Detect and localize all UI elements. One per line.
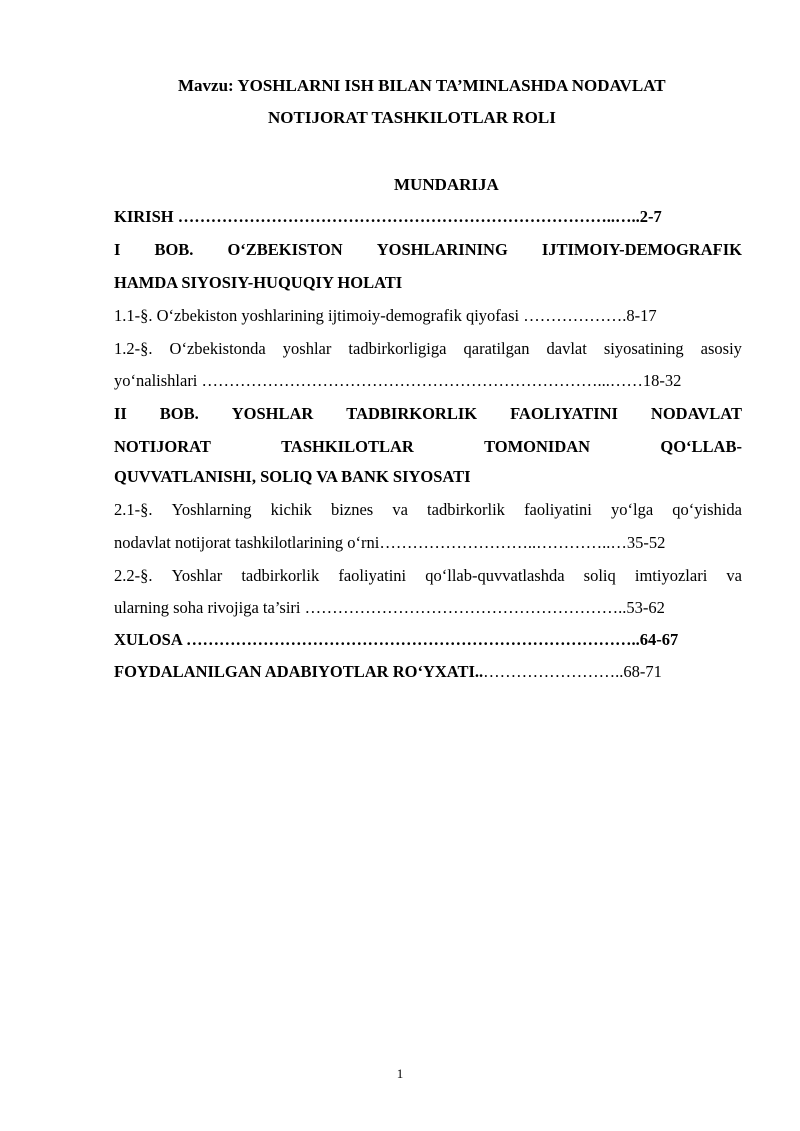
word: IJTIMOIY-DEMOGRAFIK [541, 240, 742, 259]
word: 1.2-§. [114, 339, 153, 358]
word: BOB. [154, 240, 194, 259]
toc-heading: MUNDARIJA [394, 175, 499, 194]
word: 2.2-§. [114, 566, 153, 585]
toc-section-2-2-line2: ularning soha rivojiga ta’siri …………………………………………………..53-62 [114, 598, 665, 617]
word: biznes [331, 500, 374, 519]
word: YOSHLAR [231, 404, 314, 423]
word: faoliyatini [338, 566, 407, 585]
toc-section-1-2-line2: yo‘nalishlari ………………………………………………………………...……18-32 [114, 371, 682, 390]
word: O‘zbekistonda [169, 339, 266, 358]
toc-entry-kirish: KIRISH ……………………………………………………………………..…..2-7 [114, 207, 662, 226]
toc-section-2-2-line1 [114, 565, 742, 587]
word: siyosatining [603, 339, 684, 358]
word: YOSHLARINING [376, 240, 508, 259]
word: qaratilgan [463, 339, 530, 358]
toc-entry-adabiyotlar-pages: ……………………..68-71 [483, 662, 662, 681]
toc-chapter2-line1 [114, 403, 742, 425]
word: II [114, 404, 127, 423]
toc-section-2-1-line1 [114, 499, 742, 521]
word: TADBIRKORLIK [346, 404, 478, 423]
word: faoliyatini [524, 500, 592, 519]
word: qo‘yishida [672, 500, 742, 519]
toc-chapter1-line1 [114, 239, 742, 261]
word: O‘ZBEKISTON [227, 240, 343, 259]
word: Yoshlar [171, 566, 223, 585]
word: BOB. [159, 404, 199, 423]
word: tadbirkorlik [427, 500, 505, 519]
word: 2.1-§. [114, 500, 153, 519]
word: QO‘LLAB- [660, 437, 742, 456]
toc-entry-adabiyotlar-title: FOYDALANILGAN ADABIYOTLAR RO‘YXATI.. [114, 662, 484, 681]
toc-entry-xulosa: XULOSA ………………………………………………………………………..64-67 [114, 630, 679, 649]
word: tadbirkorlik [241, 566, 320, 585]
word: davlat [546, 339, 587, 358]
word: I [114, 240, 121, 259]
toc-chapter2-line2 [114, 436, 742, 458]
word: NOTIJORAT [114, 437, 211, 456]
word: NODAVLAT [650, 404, 742, 423]
word: yoshlar [282, 339, 332, 358]
toc-section-1-1: 1.1-§. O‘zbekiston yoshlarining ijtimoiy-demografik qiyofasi ……………….8-17 [114, 306, 657, 325]
toc-chapter1-line2: HAMDA SIYOSIY-HUQUQIY HOLATI [114, 273, 403, 292]
word: Yoshlarning [171, 500, 252, 519]
word: qo‘llab-quvvatlashda [425, 566, 565, 585]
word: asosiy [700, 339, 742, 358]
document-title-line2: NOTIJORAT TASHKILOTLAR ROLI [268, 108, 556, 127]
page-number: 1 [396, 1066, 404, 1081]
document-title-line1: Mavzu: YOSHLARNI ISH BILAN TA’MINLASHDA NODAVLAT [178, 76, 666, 95]
word: kichik [270, 500, 312, 519]
word: imtiyozlari [634, 566, 708, 585]
toc-section-1-2-line1 [114, 338, 742, 360]
word: yo‘lga [611, 500, 654, 519]
word: tadbirkorligiga [348, 339, 447, 358]
word: va [392, 500, 408, 519]
toc-section-2-1-line2: nodavlat notijorat tashkilotlarining o‘rni………………………..…………..…35-52 [114, 533, 666, 552]
toc-chapter2-line3: QUVVATLANISHI, SOLIQ VA BANK SIYOSATI [114, 467, 471, 486]
toc-entry-adabiyotlar [114, 661, 742, 683]
word: soliq [583, 566, 616, 585]
word: TASHKILOTLAR [281, 437, 414, 456]
word: TOMONIDAN [484, 437, 591, 456]
word: va [726, 566, 742, 585]
word: FAOLIYATINI [510, 404, 618, 423]
